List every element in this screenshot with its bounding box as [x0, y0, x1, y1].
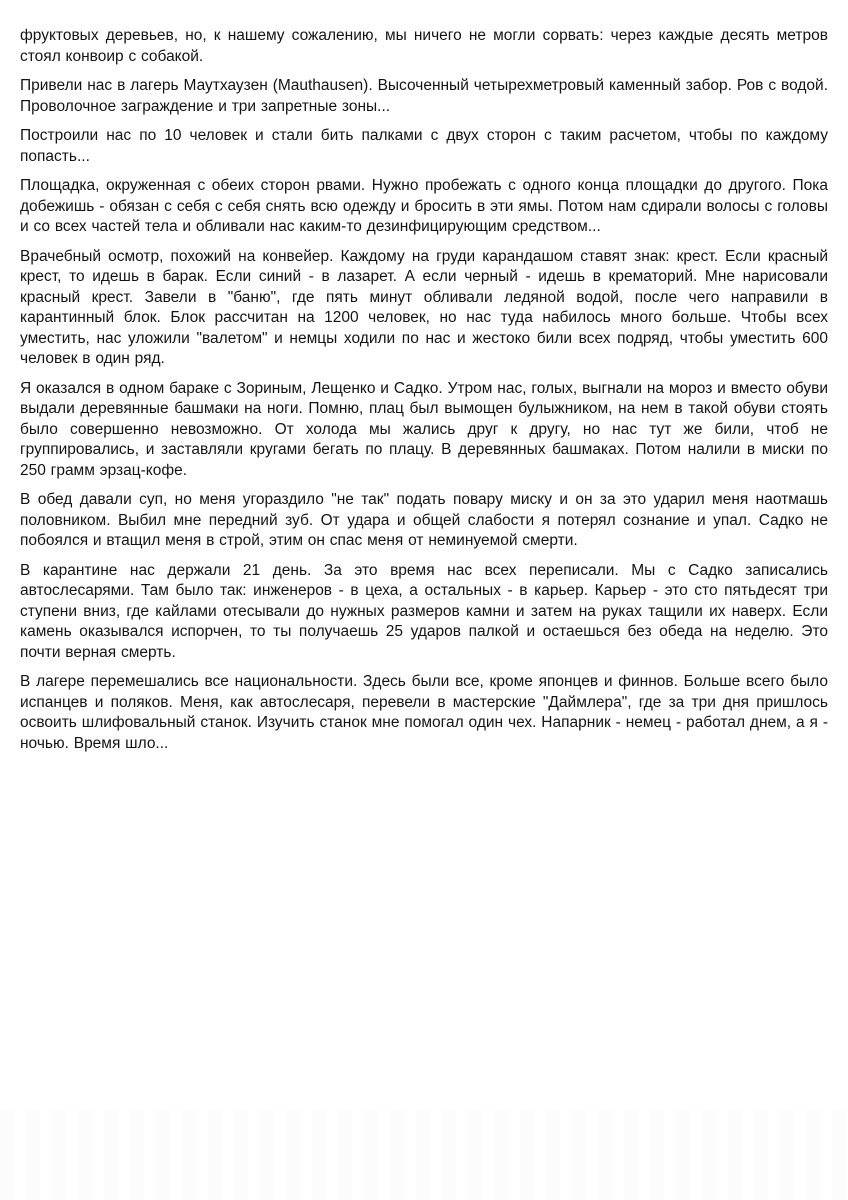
paragraph: В лагере перемешались все национальности. Здесь были все, кроме японцев и финнов. Больше всего было испанцев и поляков. Меня, как автослесаря, перевели в мастерские "Даймлера", где за три дня пришлось освоить шлифовальный станок. Изучить станок мне помогал один чех. Напарник - немец - работал днем, а я - ночью. Время шло...	[20, 673, 828, 752]
scan-bleed-artifact	[0, 1110, 848, 1200]
paragraph: Построили нас по 10 человек и стали бить палками с двух сторон с таким расчетом, чтобы по каждому попасть...	[20, 127, 828, 165]
paragraph: Площадка, окруженная с обеих сторон рвами. Нужно пробежать с одного конца площадки до другого. Пока добежишь - обязан с себя с себя снять всю одежду и бросить в эти ямы. Потом нам сдирали волосы с головы и со всех частей тела и обливали нас каким-то дезинфицирующим средством...	[20, 177, 828, 235]
paragraph: В обед давали суп, но меня угораздило "не так" подать повару миску и он за это ударил меня наотмашь половником. Выбил мне передний зуб. От удара и общей слабости я потерял сознание и упал. Садко не побоялся и втащил меня в строй, этим он спас меня от неминуемой смерти.	[20, 491, 828, 549]
paragraph: Я оказался в одном бараке с Зориным, Лещенко и Садко. Утром нас, голых, выгнали на мороз и вместо обуви выдали деревянные башмаки на ноги. Помню, плац был вымощен булыжником, на нем в такой обуви стоять было совершенно невозможно. От холода мы жались друг к другу, но нас тут же били, чтоб не группировались, и заставляли кругами бегать по плацу. В деревянных башмаках. Потом налили в миски по 250 грамм эрзац-кофе.	[20, 379, 828, 479]
paragraph: Привели нас в лагерь Маутхаузен (Mauthausen). Высоченный четырехметровый каменный забор. Ров с водой. Проволочное заграждение и три запретные зоны...	[20, 77, 828, 115]
paragraph: Врачебный осмотр, похожий на конвейер. Каждому на груди карандашом ставят знак: крест. Если красный крест, то идешь в барак. Если синий - в лазарет. А если черный - идешь в крематорий. Мне нарисовали красный крест. Завели в "баню", где пять минут обливали ледяной водой, после чего направили в карантинный блок. Блок рассчитан на 1200 человек, но нас туда набилось много больше. Чтобы всех уместить, нас уложили "валетом" и немцы ходили по нас и жестоко били всех подряд, чтобы уместить 600 человек в один ряд.	[20, 247, 828, 367]
paragraph: В карантине нас держали 21 день. За это время нас всех переписали. Мы с Садко записались автослесарями. Там было так: инженеров - в цеха, а остальных - в карьер. Карьер - это сто пятьдесят три ступени вниз, где кайлами отесывали до нужных размеров камни и затем на руках тащили их наверх. Если камень оказывался испорчен, то ты получаешь 25 ударов палкой и остаешься без обеда на неделю. Это почти верная смерть.	[20, 561, 828, 661]
paragraph: фруктовых деревьев, но, к нашему сожалению, мы ничего не могли сорвать: через каждые десять метров стоял конвоир с собакой.	[20, 27, 828, 65]
document-text-block	[20, 26, 828, 754]
